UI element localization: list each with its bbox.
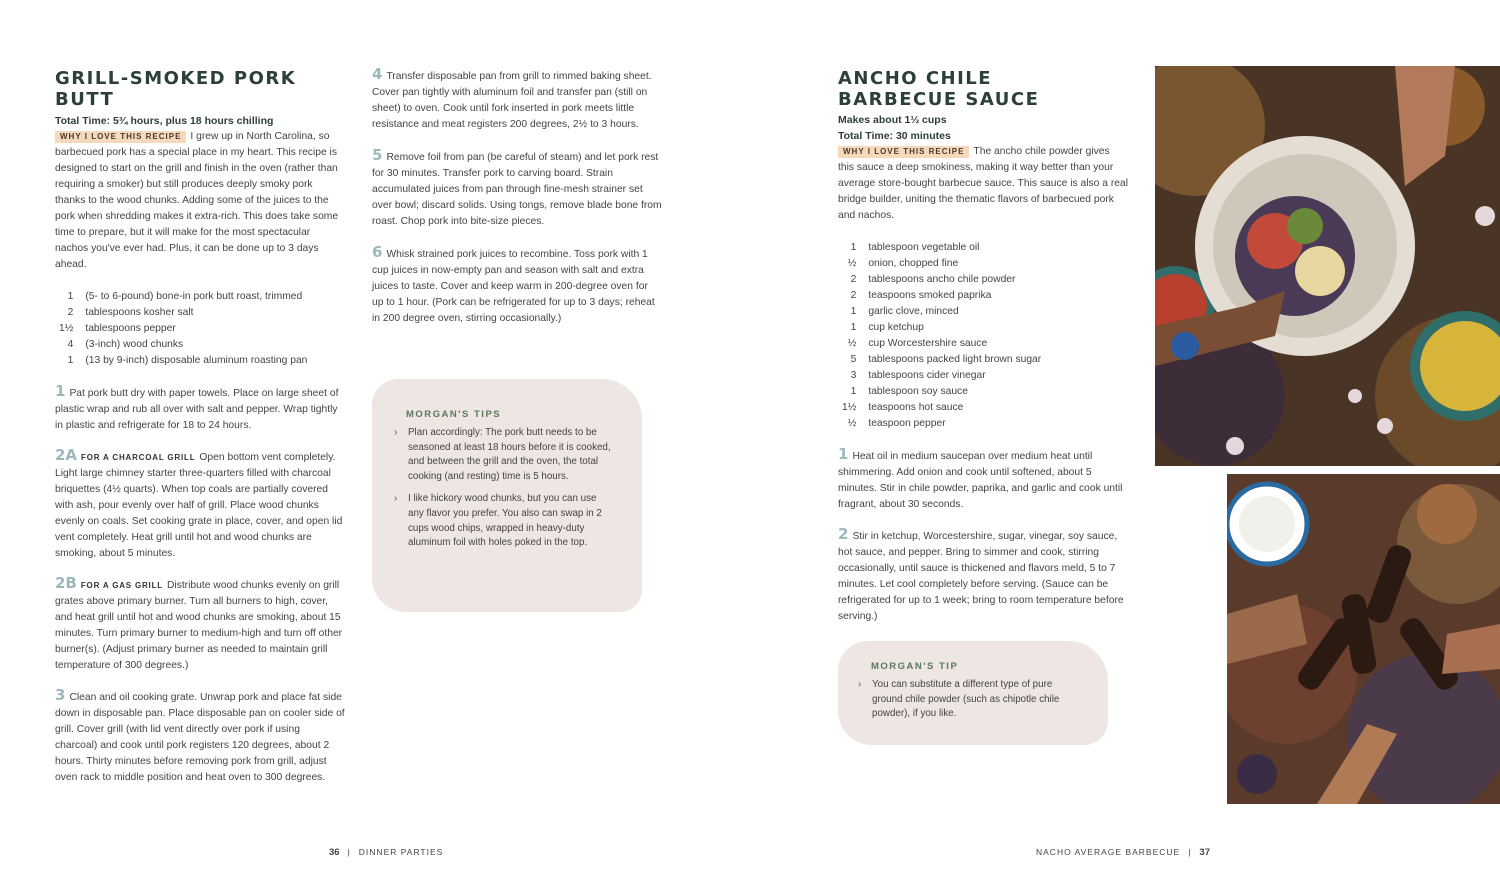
- ingredient-qty: ½: [847, 258, 857, 269]
- step-2a: [55, 447, 345, 562]
- ingredient-qty: 1½: [59, 323, 74, 334]
- ingredient-row: [842, 352, 1041, 368]
- ingredient-text: tablespoons cider vinegar: [868, 370, 986, 381]
- intro-text: I grew up in North Carolina, so barbecued pork has a special place in my heart. This recipe is designed to start on the grill and finish in the oven (rather than requiring a smoker) but still produces deeply smoky pork thanks to the wood chunks. Adding some of the juices to the pork when shredding makes it extra-rich. This does take some time to prepare, but it will make for the most spectacular nachos you've ever had. Plus, it can be done up to 3 days ahead.: [55, 131, 339, 270]
- step-number: 2: [838, 525, 849, 543]
- ingredient-row: [842, 416, 1041, 432]
- step-number: 5: [372, 146, 383, 164]
- step-text: Pat pork butt dry with paper towels. Place on large sheet of plastic wrap and rub all over with salt and pepper. Wrap tightly in plastic and refrigerate for 18 to 24 hours.: [55, 388, 339, 431]
- ingredient-text: tablespoon vegetable oil: [868, 242, 980, 253]
- ingredient-list: [59, 289, 307, 369]
- ingredient-qty: 1: [850, 322, 857, 333]
- step-text: Remove foil from pan (be careful of steam) and let pork rest for 30 minutes. Transfer pork to carving board. Strain accumulated juices from pan through fine-mesh strainer set over bowl; discard solids. Using tongs, remove blade bone from roast. Chop pork into bite-size pieces.: [372, 152, 662, 227]
- recipe-title-line-2: BARBECUE SAUCE: [838, 89, 1040, 110]
- total-time: Total Time: 30 minutes: [838, 130, 951, 142]
- ingredient-qty: 2: [67, 307, 74, 318]
- ingredient-qty: 3: [850, 370, 857, 381]
- ingredient-row: [842, 368, 1041, 384]
- step-number: 4: [372, 65, 383, 83]
- ingredient-list: [842, 240, 1041, 432]
- ingredient-row: [59, 321, 307, 337]
- recipe-intro: [55, 129, 345, 273]
- recipe-title: GRILL-SMOKED PORK BUTT: [55, 68, 297, 110]
- ingredient-text: cup Worcestershire sauce: [868, 338, 988, 349]
- nachos-plate-photo: [1155, 66, 1500, 466]
- ingredient-text: onion, chopped fine: [868, 258, 959, 269]
- tip-text: You can substitute a different type of pure ground chile powder (such as chipotle chile powder), if you like.: [872, 679, 1060, 720]
- recipe-intro: [838, 144, 1128, 224]
- ingredient-qty: 1: [67, 355, 74, 366]
- tip-item: [858, 678, 1080, 722]
- step-text: Open bottom vent completely. Light large chimney starter three-quarters filled with charcoal briquettes (4½ quarts). When top coals are partially covered with ash, pour evenly over half of grill. Place wood chunks evenly on coals. Set cooking grate in place, cover, and open lid vent completely. Heat grill until hot and wood chunks are smoking, about 5 minutes.: [55, 452, 343, 559]
- chevron-right-icon: ›: [858, 679, 862, 690]
- step-3: [55, 687, 345, 786]
- step-subheading: FOR A CHARCOAL GRILL: [81, 453, 196, 462]
- ingredient-qty: 1: [850, 386, 857, 397]
- step-number: 2A: [55, 446, 78, 464]
- tips-title: MORGAN'S TIP: [871, 661, 959, 672]
- ingredient-text: tablespoon soy sauce: [868, 386, 968, 397]
- ingredient-row: [842, 400, 1041, 416]
- step-2b: [55, 575, 345, 674]
- step-number: 1: [55, 382, 66, 400]
- why-i-love-tag: WHY I LOVE THIS RECIPE: [838, 146, 969, 158]
- step-2: [838, 526, 1128, 625]
- recipe-title-line-1: ANCHO CHILE: [838, 68, 993, 89]
- ingredient-text: tablespoons packed light brown sugar: [868, 354, 1042, 365]
- why-i-love-tag: WHY I LOVE THIS RECIPE: [55, 131, 186, 143]
- step-1: [55, 383, 345, 434]
- intro-text: The ancho chile powder gives this sauce a deep smokiness, making it way better than your average store-bought barbecue sauce. This sauce is also a real bridge builder, uniting the thematic flavors of barbecued pork and nachos.: [838, 146, 1129, 221]
- step-number: 2B: [55, 574, 77, 592]
- ingredient-text: tablespoons kosher salt: [85, 307, 194, 318]
- ingredient-text: tablespoons pepper: [85, 323, 176, 334]
- ingredient-row: [842, 320, 1041, 336]
- total-time: Total Time: 5¾ hours, plus 18 hours chilling: [55, 115, 274, 127]
- yield: Makes about 1⅓ cups: [838, 114, 947, 126]
- page-number: 36: [329, 847, 340, 858]
- footer-separator: |: [1188, 847, 1192, 857]
- ingredient-text: garlic clove, minced: [868, 306, 959, 317]
- ingredient-text: teaspoons hot sauce: [868, 402, 964, 413]
- ingredient-row: [59, 289, 307, 305]
- tip-item: [394, 426, 614, 484]
- ingredient-text: teaspoons smoked paprika: [868, 290, 992, 301]
- ingredient-qty: 2: [850, 290, 857, 301]
- step-text: Whisk strained pork juices to recombine. Toss pork with 1 cup juices in now-empty pan and season with salt and extra juices to taste. Cover and keep warm in 200-degree oven for up to 1 hour. (Pork can be refrigerated for up to 3 days; reheat in 200 degree oven, stirring occasionally.): [372, 249, 655, 324]
- chevron-right-icon: ›: [394, 493, 398, 505]
- step-5: [372, 147, 662, 230]
- step-6: [372, 244, 662, 327]
- step-number: 3: [55, 686, 66, 704]
- step-text: Transfer disposable pan from grill to rimmed baking sheet. Cover pan tightly with aluminum foil and transfer pan (still on sheet) to oven. Cook until fork inserted in pork meets little resistance and meat registers 200 degrees, 2½ to 3 hours.: [372, 71, 652, 130]
- ingredient-row: [842, 336, 1041, 352]
- ingredient-row: [59, 305, 307, 321]
- step-1: [838, 446, 1128, 513]
- ingredient-qty: 1: [850, 242, 857, 253]
- section-name: NACHO AVERAGE BARBECUE: [1036, 847, 1181, 857]
- tip-item: [394, 492, 614, 550]
- ingredient-text: (13 by 9-inch) disposable aluminum roasting pan: [85, 355, 308, 366]
- ingredient-text: tablespoons ancho chile powder: [868, 274, 1016, 285]
- step-subheading: FOR A GAS GRILL: [80, 581, 163, 590]
- steps-list: [55, 383, 345, 786]
- morgans-tip-box: [838, 641, 1108, 745]
- right-page-footer: [1036, 847, 1210, 858]
- tip-text: I like hickory wood chunks, but you can use any flavor you prefer. You also can swap in 2 cups wood chips, wrapped in heavy-duty aluminum foil with holes poked in the top.: [408, 493, 602, 549]
- ingredient-qty: 1: [67, 291, 74, 302]
- ingredient-qty: 1½: [842, 402, 857, 413]
- tips-title: MORGAN'S TIPS: [406, 409, 502, 420]
- ingredient-text: teaspoon pepper: [868, 418, 946, 429]
- ingredient-qty: 2: [850, 274, 857, 285]
- ingredient-row: [842, 288, 1041, 304]
- ingredient-row: [842, 256, 1041, 272]
- bottles-toast-photo: [1227, 474, 1500, 804]
- step-number: 1: [838, 445, 849, 463]
- chevron-right-icon: ›: [394, 427, 398, 438]
- footer-separator: |: [347, 847, 351, 857]
- step-text: Clean and oil cooking grate. Unwrap pork and place fat side down in disposable pan. Place disposable pan on cooler side of grill. Cover grill (with lid vent directly over pork if using charcoal) and cook until pork registers 120 degrees, about 2 hours. Thirty minutes before removing pork from grill, adjust oven rack to middle position and heat oven to 300 degrees.: [55, 692, 345, 783]
- ingredient-text: (3-inch) wood chunks: [85, 339, 184, 350]
- ingredient-qty: 5: [850, 354, 857, 365]
- section-name: DINNER PARTIES: [358, 847, 444, 857]
- tip-text: Plan accordingly: The pork butt needs to be seasoned at least 18 hours before it is cooked, and between the grill and the oven, the total cooking (and resting) time is 5 hours.: [408, 427, 611, 482]
- ingredient-qty: ½: [847, 418, 857, 429]
- ingredient-row: [842, 304, 1041, 320]
- ingredient-row: [842, 384, 1041, 400]
- ingredient-row: [59, 353, 307, 369]
- page-number: 37: [1199, 847, 1210, 858]
- ingredient-row: [842, 240, 1041, 256]
- step-text: Heat oil in medium saucepan over medium heat until shimmering. Add onion and cook until softened, about 5 minutes. Stir in chile powder, paprika, and garlic and cook until fragrant, about 30 seconds.: [838, 451, 1123, 510]
- ingredient-qty: 1: [850, 306, 857, 317]
- step-text: Stir in ketchup, Worcestershire, sugar, vinegar, soy sauce, hot sauce, and pepper. Bring to simmer and cook, stirring occasionally, until sauce is thickened and flavors meld, 5 to 7 minutes. Let cool completely before serving. (Sauce can be refrigerated for up to 1 week; bring to room temperature before serving.): [838, 531, 1124, 622]
- ingredient-text: (5- to 6-pound) bone-in pork butt roast, trimmed: [85, 291, 303, 302]
- steps-list: [838, 446, 1128, 625]
- step-number: 6: [372, 243, 383, 261]
- ingredient-row: [59, 337, 307, 353]
- ingredient-qty: 4: [67, 339, 74, 350]
- ingredient-qty: ½: [847, 338, 857, 349]
- morgans-tips-box: [372, 379, 642, 612]
- ingredient-row: [842, 272, 1041, 288]
- right-column: [838, 68, 1128, 638]
- left-column-1: [55, 68, 345, 799]
- step-text: Distribute wood chunks evenly on grill grates above primary burner. Turn all burners to high, cover, and heat grill until hot and wood chunks are smoking, about 15 minutes. Turn primary burner to medium-high and turn off other burner(s). (Adjust primary burner as needed to maintain grill temperature of 300 degrees.): [55, 580, 343, 671]
- ingredient-text: cup ketchup: [868, 322, 924, 333]
- left-column-2: [372, 66, 662, 340]
- step-4: [372, 66, 662, 133]
- left-page-footer: [329, 847, 443, 858]
